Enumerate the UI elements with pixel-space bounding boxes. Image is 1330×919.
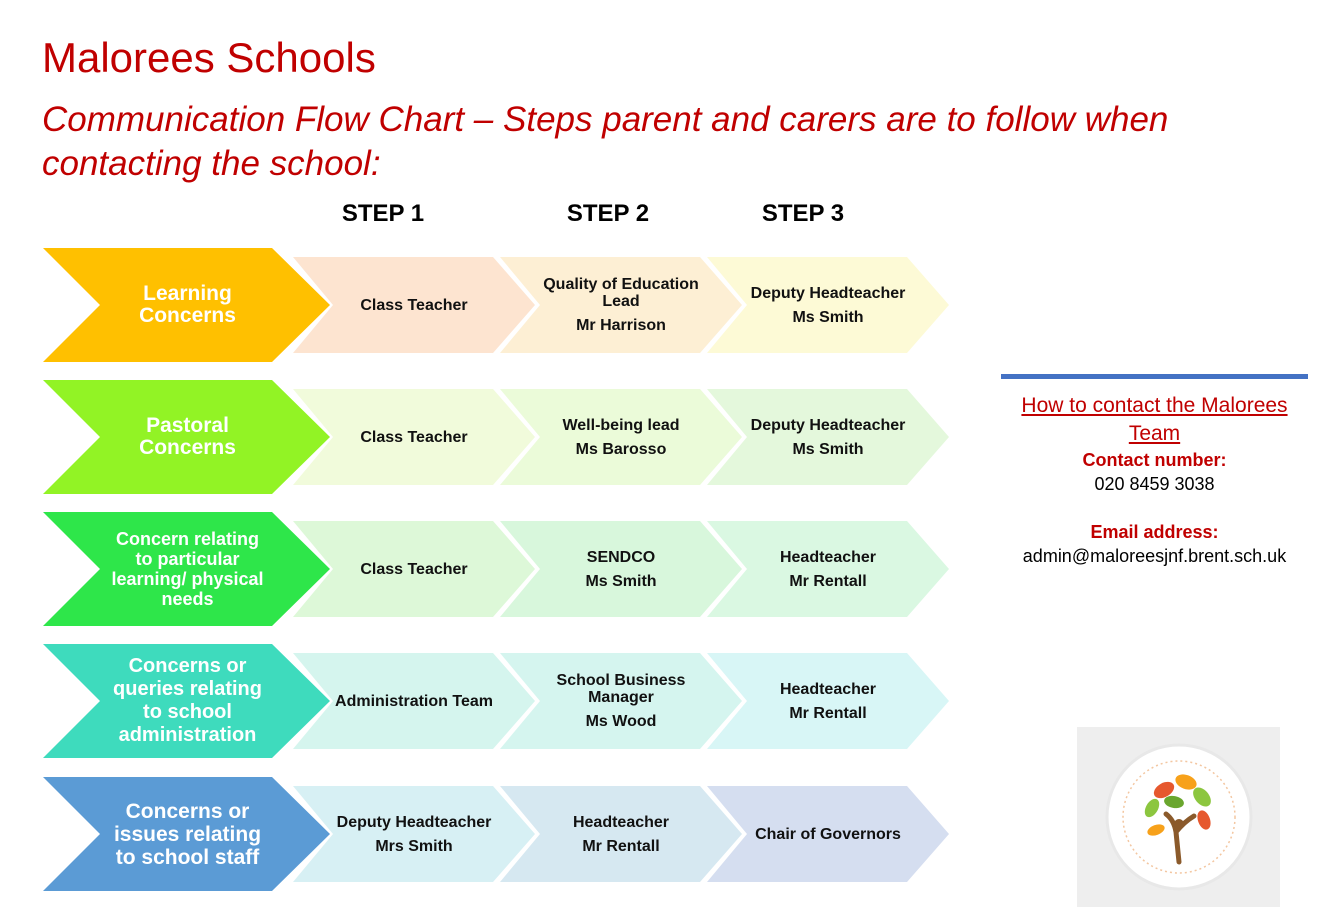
- step-1-header: STEP 1: [341, 200, 425, 227]
- category-label-line: to school staff: [115, 845, 260, 869]
- step-2-header: STEP 2: [566, 200, 650, 227]
- step-cell-person: Ms Smith: [792, 440, 864, 458]
- category-label: [100, 248, 275, 362]
- step-cell: [334, 777, 494, 891]
- step-cell-role: SENDCO: [586, 548, 656, 566]
- step-cell-role: Deputy Headteacher: [336, 813, 492, 831]
- page-subtitle: Communication Flow Chart – Steps parent and carers are to follow when contacting the school:: [42, 100, 1169, 183]
- step-cell-role: Class Teacher: [360, 560, 468, 578]
- step-cell-person: Mr Harrison: [576, 317, 666, 334]
- category-label-line: Concerns or: [125, 799, 250, 823]
- category-label-line: Learning: [143, 282, 232, 305]
- step-cell: [334, 248, 494, 362]
- step-cell-person: Ms Wood: [585, 713, 657, 730]
- category-label-line: needs: [161, 589, 214, 609]
- contact-heading-link[interactable]: How to contact the Malorees Team: [1021, 394, 1288, 445]
- step-cell-role: Deputy Headteacher: [750, 416, 906, 434]
- category-label: [100, 644, 275, 758]
- category-label-line: administration: [118, 724, 257, 746]
- step-cell-person: Ms Barosso: [575, 440, 667, 458]
- step-cell-role: Administration Team: [335, 692, 493, 710]
- tree-logo-icon: [1104, 742, 1254, 892]
- step-cell-person: Mrs Smith: [375, 837, 453, 855]
- contact-divider: [1001, 374, 1308, 379]
- step-cell-role: Quality of Education Lead: [543, 276, 699, 310]
- email-address: admin@maloreesjnf.brent.sch.uk: [1022, 546, 1287, 566]
- school-logo: [1077, 727, 1280, 907]
- category-label-line: to school: [143, 701, 232, 723]
- category-label-line: Pastoral: [146, 414, 229, 437]
- category-label: [100, 380, 275, 494]
- step-cell-role: School Business Manager: [556, 672, 686, 706]
- step-cell-role: Deputy Headteacher: [750, 284, 906, 302]
- step-cell-person: Ms Smith: [585, 572, 657, 590]
- category-label-line: to particular: [135, 549, 240, 569]
- category-label-line: Concern relating: [115, 529, 260, 549]
- category-label: [100, 777, 275, 891]
- category-label-line: queries relating: [113, 678, 262, 700]
- category-label-line: learning/ physical: [111, 569, 264, 589]
- step-cell: [541, 644, 701, 758]
- step-cell-person: Mr Rentall: [582, 837, 660, 855]
- phone-number: 020 8459 3038: [1094, 474, 1215, 494]
- category-label-line: Concerns or: [128, 655, 247, 677]
- step-cell: [748, 644, 908, 758]
- contact-panel: [1001, 392, 1308, 568]
- step-cell: [334, 512, 494, 626]
- page-title: Malorees Schools: [42, 34, 376, 81]
- category-label-line: Concerns: [139, 436, 236, 459]
- category-label: [100, 512, 275, 626]
- step-cell-role: Headteacher: [779, 680, 877, 698]
- step-3-header: STEP 3: [761, 200, 845, 227]
- phone-label: Contact number:: [1082, 450, 1227, 470]
- step-cell: [541, 248, 701, 362]
- step-cell-person: Mr Rentall: [789, 704, 867, 722]
- category-label-line: Concerns: [139, 304, 236, 327]
- step-cell-person: Ms Smith: [792, 308, 864, 326]
- step-cell: [541, 777, 701, 891]
- step-cell: [541, 380, 701, 494]
- step-cell: [334, 644, 494, 758]
- step-cell: [748, 777, 908, 891]
- step-cell: [334, 380, 494, 494]
- step-cell-role: Chair of Governors: [755, 825, 901, 843]
- email-label: Email address:: [1090, 522, 1219, 542]
- category-label-line: issues relating: [113, 822, 262, 846]
- step-cell-role: Headteacher: [572, 813, 670, 831]
- step-cell: [748, 380, 908, 494]
- step-cell-role: Headteacher: [779, 548, 877, 566]
- step-cell: [748, 512, 908, 626]
- step-cell-role: Well-being lead: [562, 416, 680, 434]
- step-cell: [748, 248, 908, 362]
- step-cell-role: Class Teacher: [360, 296, 468, 314]
- step-cell-person: Mr Rentall: [789, 572, 867, 590]
- step-cell-role: Class Teacher: [360, 428, 468, 446]
- step-cell: [541, 512, 701, 626]
